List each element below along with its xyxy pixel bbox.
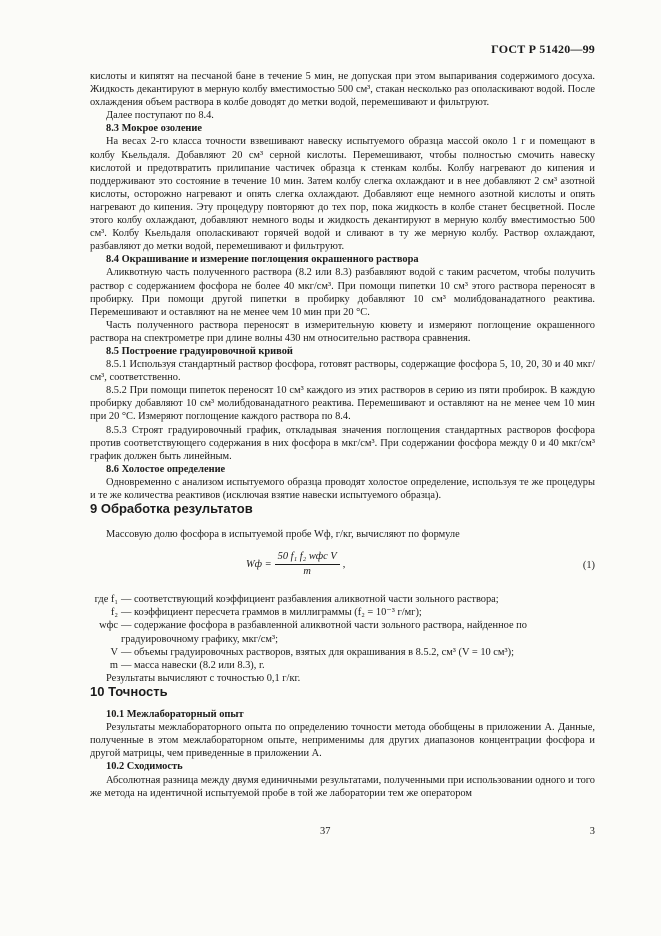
formula-trail: , (342, 559, 346, 571)
definition-item (90, 659, 595, 672)
page-number-right: 3 (589, 826, 595, 837)
definition-text: — масса навески (8.2 или 8.3), г. (121, 659, 265, 671)
paragraph: 8.5.3 Строят градуировочный график, откладывая значения поглощения стандартных растворов фосфора против соответствующего содержания в них фосфора в мкг/см³. При содержании фосфора между 0 и 40 мкг/см³ график должен быть линейным. (90, 424, 595, 462)
text-section-lower (90, 672, 595, 800)
section-heading: 10 Точность (90, 683, 168, 699)
definition-text: — содержание фосфора в разбавленной аликвотной части зольного раствора, найденное по градуировочному графику, мкг/см³; (121, 620, 527, 645)
paragraph: Результаты межлабораторного опыта по определению точности метода обобщены в приложении А. Данные, полученные в этом межлабораторном опыте, неприменимы для других диапазонов концентрации фосфора и другой матрицы, чем приведенные в приложении А. (90, 722, 595, 760)
document-body (90, 70, 595, 800)
subsection-heading: 8.4 Окрашивание и измерение поглощения окрашенного раствора (106, 254, 419, 266)
definition-symbol: f₂ (110, 607, 118, 619)
formula-definitions (90, 593, 595, 672)
definition-text: — объемы градуировочных растворов, взятых для окрашивания в 8.5.2, см³ (V = 10 см³); (121, 646, 514, 658)
paragraph: Аликвотную часть полученного раствора (8.2 или 8.3) разбавляют водой с таким расчетом, чтобы получить раствор с содержанием фосфора не более 40 мкг/см³. При помощи пипетки 10 см³ этого раствора переносят в пробирку. При помощи другой пипетки в пробирку добавляют 10 см³ молибдованадатного реактива. Перемешивают и оставляют на не менее чем 10 мин при 20 °С. (90, 267, 595, 318)
paragraph: Абсолютная разница между двумя единичными результатами, полученными при использовании одного и того же метода на идентичной испытуемой пробе в той же лаборатории тем же оператором (90, 774, 595, 799)
formula-expression (246, 551, 345, 578)
definition-item (90, 619, 595, 645)
definition-symbol: wфс (99, 620, 118, 632)
subsection-heading: 10.1 Межлабораторный опыт (106, 709, 244, 721)
formula-number: (1) (582, 560, 595, 572)
paragraph: кислоты и кипятят на песчаной бане в течение 5 мин, не допуская при этом выпаривания содержимого досуха. Жидкость декантируют в мерную колбу вместимостью 500 см³, стакан несколько раз ополаскивают водой. После охлаждения объем раствора в колбе доводят до метки водой, перемешивают и фильтруют. (90, 71, 595, 109)
formula-numerator: 50 f₁ f₂ wфс V (275, 551, 340, 565)
definition-symbol: где f₁ (94, 594, 118, 606)
definition-item (90, 606, 595, 619)
formula-fraction (275, 551, 340, 578)
paragraph: Часть полученного раствора переносят в измерительную кювету и измеряют поглощение окрашенного раствора на спектрометре при длине волны 430 нм относительно раствора сравнения. (90, 319, 595, 344)
paragraph: На весах 2-го класса точности взвешивают навеску испытуемого образца массой около 1 г и помещают в колбу Кьельдаля. Добавляют 20 см³ серной кислоты. Перемешивают, чтобы полностью смочить навеску кислотой и предотвратить прилипание частичек образца к стенкам колбы. Колбу нагревают до кипения и поддерживают это состояние в течение 10 мин. Затем колбу слегка охлаждают и в нее добавляют 2 см³ азотной кислоты, осторожно нагревают и опять слегка охлаждают. Добавляют еще немного азотной кислоты и опять нагревают до кипения. Эту процедуру повторяют до тех пор, пока жидкость в колбе станет бесцветной. После этого колбу охлаждают, добавляют немного воды и жидкость декантируют в мерную колбу вместимостью 500 см³. Колбу Кьельдаля ополаскивают горячей водой и сливают в ту же мерную колбу. Раствор охлаждают, разбавляют до метки водой, перемешивают и фильтруют. (90, 136, 595, 253)
formula-denominator: m (303, 566, 311, 578)
definition-text: — коэффициент пересчета граммов в миллиграммы (f₂ = 10⁻³ г/мг); (121, 607, 422, 619)
paragraph: Результаты вычисляют с точностью 0,1 г/кг. (106, 672, 301, 684)
definition-item (90, 646, 595, 659)
definition-symbol: V (110, 646, 118, 658)
document-header: ГОСТ Р 51420—99 (491, 42, 595, 56)
text-section-upper (90, 70, 595, 541)
definition-text: — соответствующий коэффициент разбавления аликвотной части зольного раствора; (121, 594, 499, 606)
formula-1 (90, 547, 595, 585)
paragraph: 8.5.1 Используя стандартный раствор фосфора, готовят растворы, содержащие фосфора 5, 10, 20, 30 и 40 мкг/см³, соответственно. (90, 359, 595, 384)
subsection-heading: 8.3 Мокрое озоление (106, 123, 203, 135)
page-number-center: 37 (320, 826, 331, 837)
subsection-heading: 8.6 Холостое определение (106, 463, 226, 475)
paragraph: Массовую долю фосфора в испытуемой пробе Wф, г/кг, вычисляют по формуле (106, 529, 460, 541)
formula-lhs: Wф = (246, 559, 272, 571)
subsection-heading: 10.2 Сходимость (106, 761, 183, 773)
paragraph: 8.5.2 При помощи пипеток переносят 10 см³ каждого из этих растворов в серию из пяти пробирок. В каждую пробирку добавляют 10 см³ молибдованадатного реактива. Перемешивают и оставляют на не менее чем 10 мин при 20 °С. Измеряют поглощение каждого раствора по 8.4. (90, 385, 595, 423)
subsection-heading: 8.5 Построение градуировочной кривой (106, 345, 293, 357)
section-heading: 9 Обработка результатов (90, 501, 253, 517)
definition-symbol: m (109, 659, 118, 671)
paragraph: Одновременно с анализом испытуемого образца проводят холостое определение, используя те же процедуры и те же количества реактивов (исключая взятие навески испытуемого образца). (90, 476, 595, 501)
paragraph: Далее поступают по 8.4. (106, 110, 214, 122)
definition-item (90, 593, 595, 606)
